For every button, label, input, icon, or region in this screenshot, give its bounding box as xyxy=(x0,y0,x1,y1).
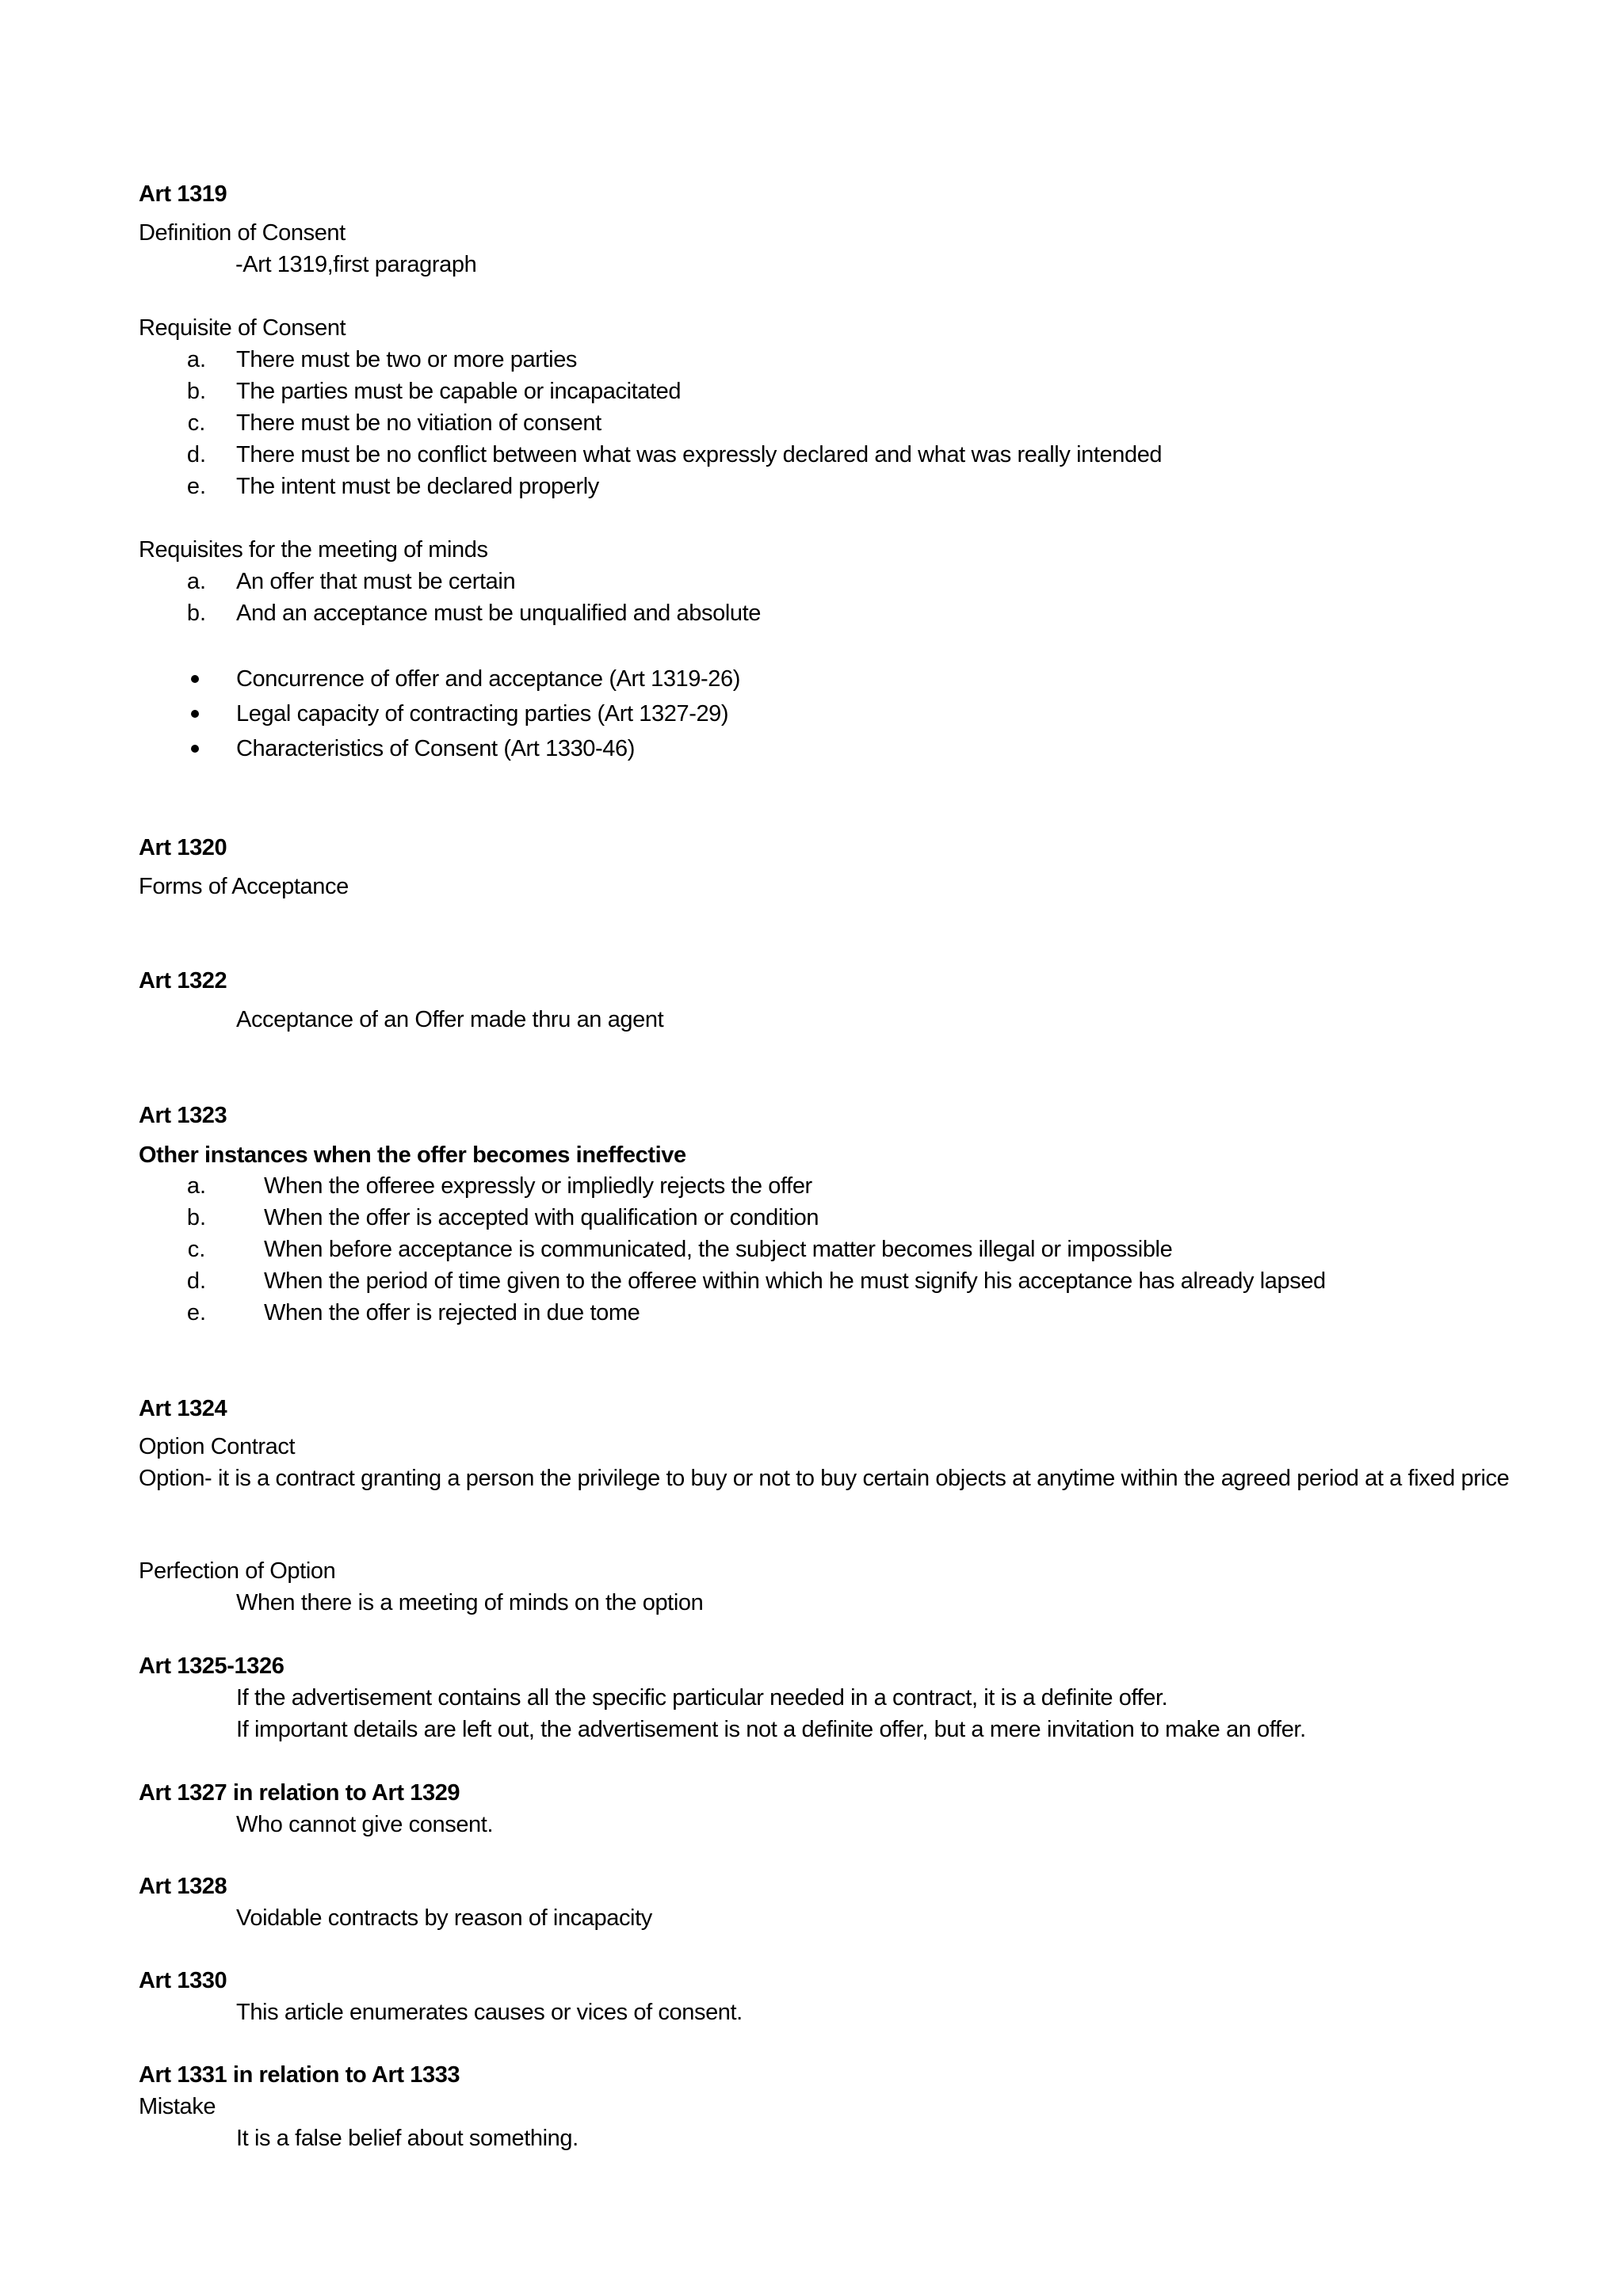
heading-art-1322: Art 1322 xyxy=(139,968,227,994)
paragraph: If the advertisement contains all the specific particular needed in a contract, it is a definite offer. xyxy=(236,1685,1168,1711)
definition-title: Definition of Consent xyxy=(139,220,346,246)
paragraph: Acceptance of an Offer made thru an agent xyxy=(236,1007,664,1032)
list-marker: e. xyxy=(186,474,207,499)
list-item: The parties must be capable or incapacitated xyxy=(236,379,682,404)
subheading: Other instances when the offer becomes ineffective xyxy=(139,1142,686,1168)
list-item: There must be no vitiation of consent xyxy=(236,410,601,436)
option-definition: Option- it is a contract granting a person the privilege to buy or not to buy certain objects at anytime within the agreed period at a fixed price xyxy=(139,1466,1510,1491)
list-marker: d. xyxy=(186,1268,207,1294)
list-marker: c. xyxy=(187,410,206,436)
list-item: When the offer is rejected in due tome xyxy=(264,1300,640,1325)
heading-art-1325-1326: Art 1325-1326 xyxy=(139,1653,285,1679)
paragraph: Forms of Acceptance xyxy=(139,874,349,899)
mistake-title: Mistake xyxy=(139,2094,216,2119)
list-item: When before acceptance is communicated, the subject matter becomes illegal or impossible xyxy=(264,1237,1173,1262)
paragraph: It is a false belief about something. xyxy=(236,2126,579,2151)
paragraph: This article enumerates causes or vices of consent. xyxy=(236,2000,743,2025)
heading-art-1328: Art 1328 xyxy=(139,1874,227,1899)
paragraph: Voidable contracts by reason of incapacity xyxy=(236,1905,652,1931)
list-item: There must be no conflict between what was expressly declared and what was really intended xyxy=(236,442,1163,467)
requisite-title: Requisite of Consent xyxy=(139,315,346,341)
bullet-icon xyxy=(191,675,199,683)
paragraph: If important details are left out, the advertisement is not a definite offer, but a mere invitation to make an offer. xyxy=(236,1717,1306,1742)
heading-art-1327: Art 1327 in relation to Art 1329 xyxy=(139,1780,460,1806)
bullet-item: Characteristics of Consent (Art 1330-46) xyxy=(236,736,635,761)
heading-art-1330: Art 1330 xyxy=(139,1968,227,1993)
list-item: An offer that must be certain xyxy=(236,569,516,594)
list-marker: d. xyxy=(186,442,207,467)
list-marker: b. xyxy=(186,601,207,626)
meeting-of-minds-title: Requisites for the meeting of minds xyxy=(139,537,488,563)
list-marker: e. xyxy=(186,1300,207,1325)
list-marker: b. xyxy=(186,379,207,404)
paragraph: When there is a meeting of minds on the option xyxy=(236,1590,704,1615)
heading-art-1324: Art 1324 xyxy=(139,1396,227,1421)
bullet-item: Concurrence of offer and acceptance (Art 1319-26) xyxy=(236,666,740,692)
heading-art-1331: Art 1331 in relation to Art 1333 xyxy=(139,2062,460,2088)
heading-art-1319: Art 1319 xyxy=(139,181,227,207)
list-marker: a. xyxy=(186,347,207,372)
paragraph: Who cannot give consent. xyxy=(236,1812,494,1837)
definition-reference: -Art 1319,first paragraph xyxy=(235,252,477,277)
heading-art-1320: Art 1320 xyxy=(139,835,227,860)
list-item: There must be two or more parties xyxy=(236,347,578,372)
list-item: When the period of time given to the offeree within which he must signify his acceptance has already lapsed xyxy=(264,1268,1326,1294)
list-marker: a. xyxy=(186,569,207,594)
list-item: And an acceptance must be unqualified and absolute xyxy=(236,601,761,626)
option-title: Option Contract xyxy=(139,1434,296,1459)
perfection-title: Perfection of Option xyxy=(139,1558,336,1584)
bullet-icon xyxy=(191,745,199,753)
list-item: The intent must be declared properly xyxy=(236,474,599,499)
heading-art-1323: Art 1323 xyxy=(139,1103,227,1128)
bullet-item: Legal capacity of contracting parties (Art 1327-29) xyxy=(236,701,729,727)
bullet-icon xyxy=(191,710,199,718)
list-marker: b. xyxy=(186,1205,207,1230)
list-item: When the offeree expressly or impliedly rejects the offer xyxy=(264,1173,812,1199)
list-marker: a. xyxy=(186,1173,207,1199)
list-item: When the offer is accepted with qualification or condition xyxy=(264,1205,819,1230)
list-marker: c. xyxy=(187,1237,206,1262)
